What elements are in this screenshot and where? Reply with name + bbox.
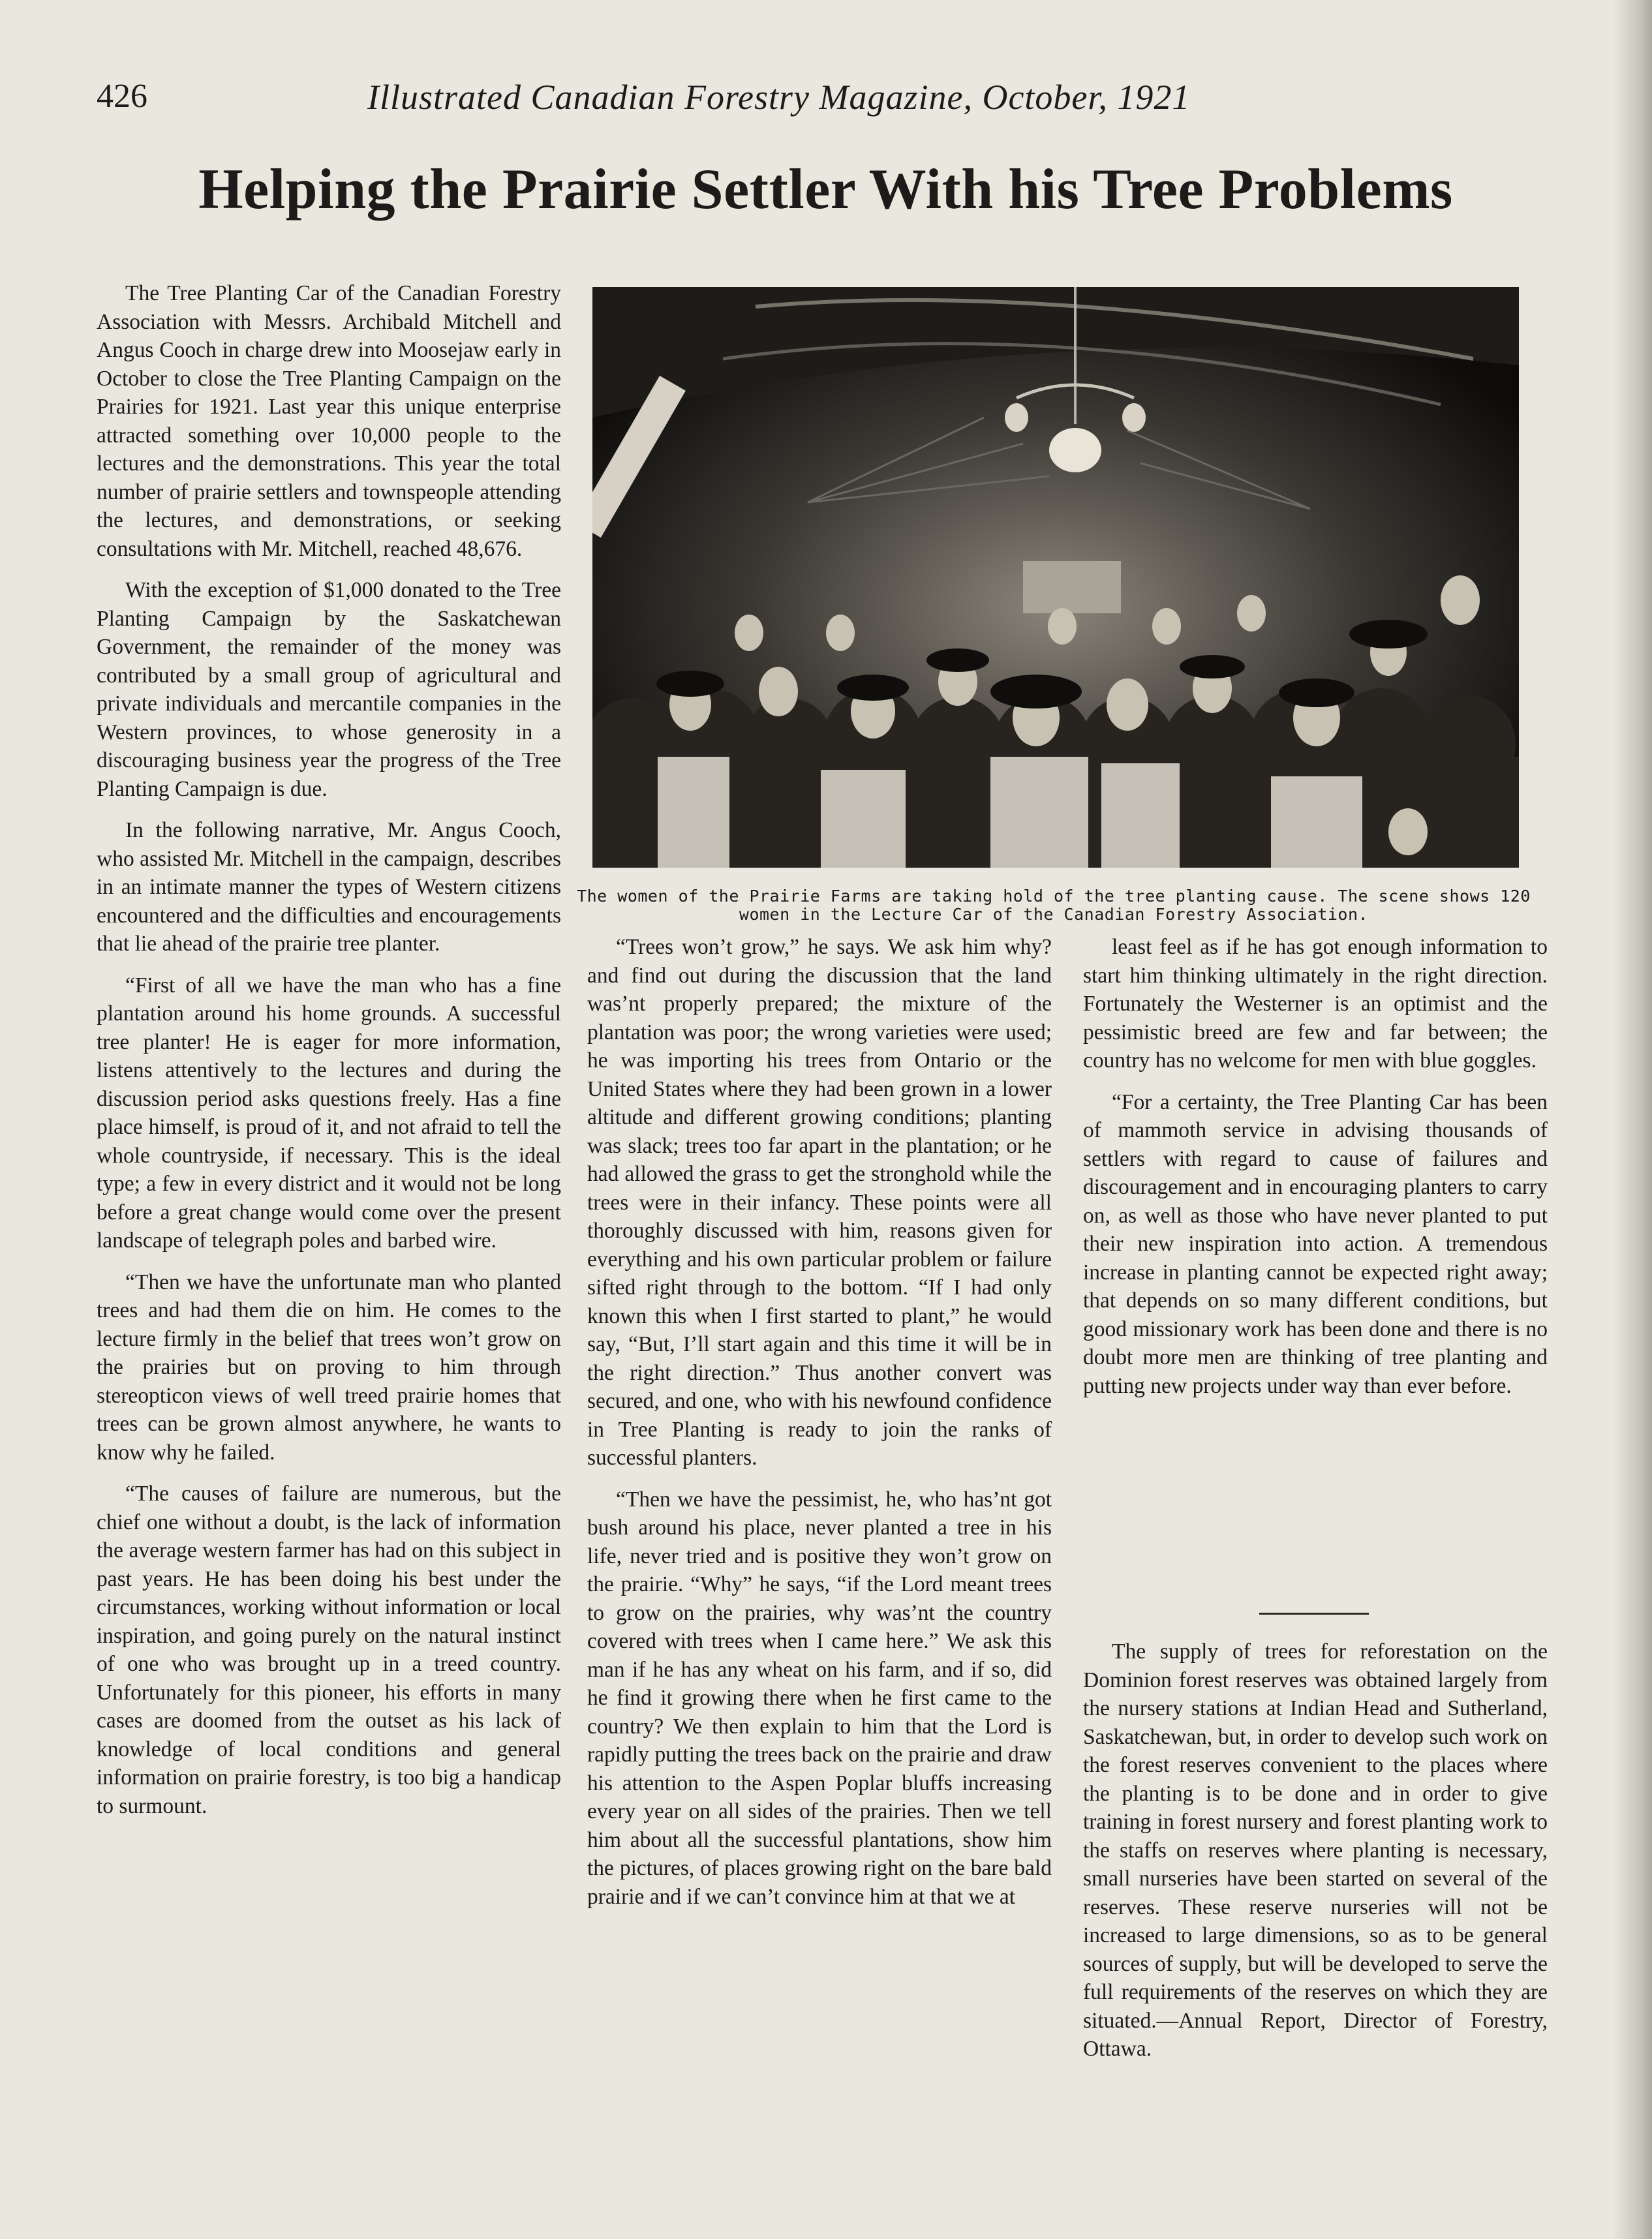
article-title: Helping the Prairie Settler With his Tree Problems	[198, 158, 1453, 221]
paragraph: “Trees won’t grow,” he says. We ask him why? and find out during the discussion that the land was’nt properly prepared; the mixture of the plantation was poor; the wrong varieties were used; he was importing his trees from Ontario or the United States where they had been grown in a lower altitude and different growing conditions; planting was slack; trees too far apart in the plantation; or he had allowed the grass to get the stronghold while the trees were in their infancy. These points were all thoroughly discussed with him, reasons given for everything and his own particular problem or failure sifted right through to the bottom. “If I had only known this when I first started to plant,” he would say, “But, I’ll start again and this time it will be in the right direction.” Thus another convert was secured, and one, who with his newfound confidence in Tree Planting is ready to join the ranks of successful planters.	[587, 935, 1052, 1470]
right-column	[1083, 933, 1548, 1413]
paragraph: The supply of trees for reforestation on the Dominion forest reserves was obtained largely from the nursery stations at Indian Head and Sutherland, Saskatchewan, but, in order to develop such work on the forest reserves convenient to the places where the planting is to be done and in order to give training in forest nursery and forest planting work to the staffs on reserves where planting is necessary, small nurseries have been started on several of the reserves. These reserve nurseries will not be increased to large dimensions, so as to be general sources of supply, but will be developed to serve the full requirements of the reserves on which they are situated.—Annual Report, Director of Forestry, Ottawa.	[1083, 1639, 1548, 2061]
page-header	[97, 77, 1548, 129]
left-column	[97, 279, 561, 1833]
photo-illustration	[592, 287, 1519, 868]
paragraph: “First of all we have the man who has a fine plantation around his home grounds. A successful tree planter! He is eager for more information, listens attentively to the lectures and during the discussion period asks questions freely. Has a fine place himself, is proud of it, and not afraid to tell the whole countryside, if necessary. This is the ideal type; a few in every district and it would not be long before a great change would come over the present landscape of telegraph poles and barbed wire.	[97, 973, 561, 1253]
sidebar-note	[1083, 1637, 1548, 2077]
paragraph: “Then we have the pessimist, he, who has’nt got bush around his place, never planted a tree in his life, never tried and is positive they won’t grow on the prairie. “Why” he says, “if the Lord meant trees to grow on the prairies, why was’nt the country covered with trees when I came here.” We ask this man if he has any wheat on his farm, and if so, did he find it growing there when he first came to the country? We then explain to him that the Lord is rapidly putting the trees back on the prairie and draw his attention to the Aspen Poplar bluffs increasing every year on all sides of the prairies. Then we tell him about all the successful plantations, show him the pictures, of places growing right on the bare bald prairie and if we can’t convince him at that we at	[587, 1487, 1052, 1909]
middle-column	[587, 933, 1052, 1924]
paragraph: With the exception of $1,000 donated to the Tree Planting Campaign by the Saskatchewan Government, the remainder of the money was contributed by a small group of agricultural and private individuals and mercantile companies in the Western provinces, to whose generosity in a discouraging business year the progress of the Tree Planting Campaign is due.	[97, 578, 561, 801]
paragraph: least feel as if he has got enough information to start him thinking ultimately in the right direction. Fortunately the Westerner is an optimist and the pessimistic breed are few and far between; the country has no welcome for men with blue goggles.	[1083, 935, 1548, 1073]
paragraph: “Then we have the unfortunate man who planted trees and had them die on him. He comes to the lecture firmly in the belief that trees won’t grow on the prairies but on proving to him through stereopticon views of well treed prairie homes that trees can be grown almost anywhere, he wants to know why he failed.	[97, 1270, 561, 1465]
running-head: Illustrated Canadian Forestry Magazine, October, 1921	[367, 78, 1191, 117]
paragraph: “For a certainty, the Tree Planting Car has been of mammoth service in advising thousands of settlers with regard to cause of failures and discouragement and in encouraging planters to carry on, as well as those who have never planted to put their new inspiration into action. A tremendous increase in planting cannot be expected right away; that depends on so many different conditions, but good missionary work has been done and there is no doubt more men are thinking of tree planting and putting new projects under way than ever before.	[1083, 1089, 1548, 1398]
photo-caption: The women of the Prairie Farms are taking hold of the tree planting cause. The scene shows 120 women in the Lecture Car of the Canadian Forestry Association.	[577, 887, 1531, 924]
section-divider	[1259, 1613, 1369, 1615]
page-edge-shadow	[1613, 0, 1652, 2239]
lecture-car-photo	[592, 287, 1519, 868]
paragraph: “The causes of failure are numerous, but the chief one without a doubt, is the lack of information the average western farmer has had on this subject in past years. He has been doing his best under the circumstances, working without information or local inspiration, and going purely on the natural instinct of one who was brought up in a treed country. Unfortunately for this pioneer, his efforts in many cases are doomed from the outset as his lack of knowledge of local conditions and general information on prairie forestry, is too big a handicap to surmount.	[97, 1482, 561, 1818]
paragraph: In the following narrative, Mr. Angus Cooch, who assisted Mr. Mitchell in the campaign, describes in an intimate manner the types of Western citizens encountered and the difficulties and encouragements that lie ahead of the prairie tree planter.	[97, 818, 561, 956]
page-number: 426	[97, 78, 147, 115]
paragraph: The Tree Planting Car of the Canadian Forestry Association with Messrs. Archibald Mitchell and Angus Cooch in charge drew into Moosejaw early in October to close the Tree Planting Campaign on the Prairies for 1921. Last year this unique enterprise attracted something over 10,000 people to the lectures and the demonstrations. This year the total number of prairie settlers and townspeople attending the lectures, and demonstrations, or seeking consultations with Mr. Mitchell, reached 48,676.	[97, 281, 561, 561]
